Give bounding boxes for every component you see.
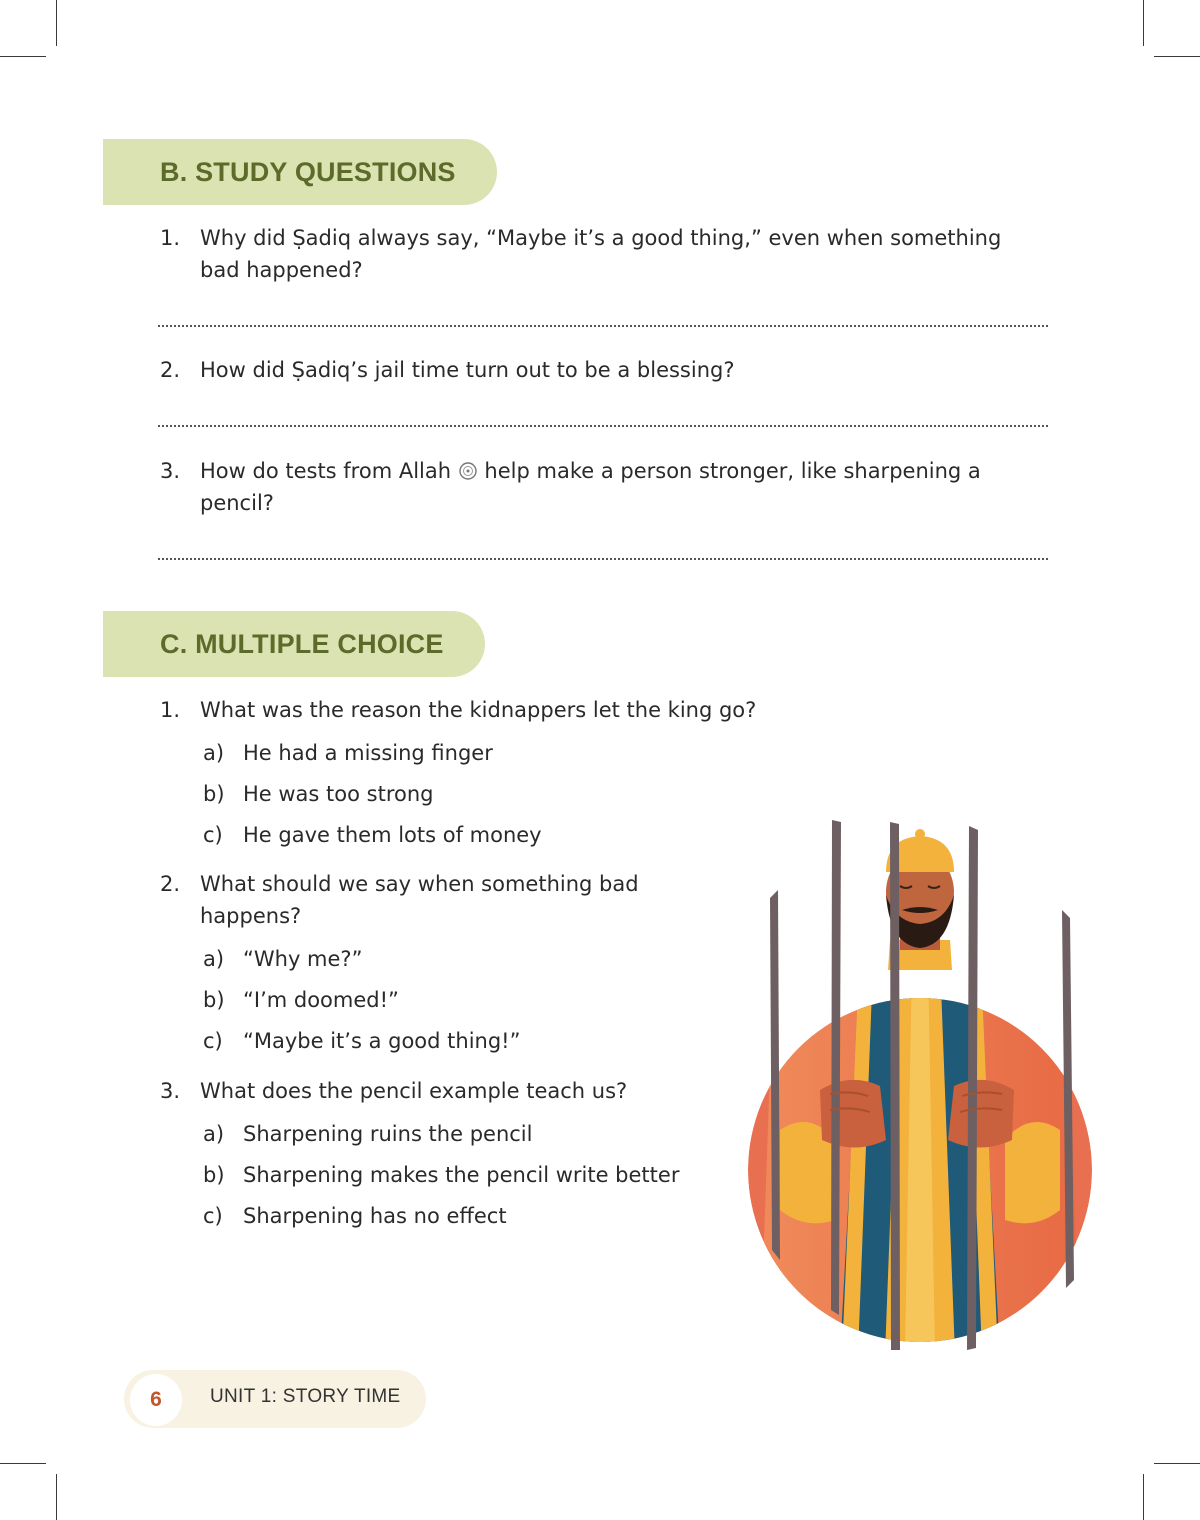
option-letter: c) bbox=[203, 1029, 223, 1053]
option-text: He gave them lots of money bbox=[243, 823, 542, 847]
question-line: bad happened? bbox=[200, 258, 363, 282]
question-number: 1. bbox=[160, 698, 181, 722]
question-text bbox=[200, 868, 639, 932]
man-behind-bars-illustration bbox=[740, 810, 1110, 1355]
unit-label: UNIT 1: STORY TIME bbox=[210, 1386, 401, 1407]
crop-mark bbox=[0, 1463, 46, 1464]
option-text: “I’m doomed!” bbox=[243, 988, 399, 1012]
answer-line[interactable] bbox=[158, 558, 1048, 560]
question-line: help make a person stronger, like sharpening a bbox=[484, 459, 981, 483]
question-text: What was the reason the kidnappers let the king go? bbox=[200, 698, 757, 722]
crop-mark bbox=[1143, 1474, 1144, 1520]
question-line: Why did Ṣadiq always say, “Maybe it’s a good thing,” even when something bbox=[200, 226, 1002, 250]
answer-line[interactable] bbox=[158, 325, 1048, 327]
section-header-study-questions bbox=[103, 139, 497, 205]
option-letter: c) bbox=[203, 1204, 223, 1228]
section-title: C. MULTIPLE CHOICE bbox=[160, 628, 444, 659]
question-text bbox=[200, 222, 1001, 286]
page-number: 6 bbox=[130, 1374, 182, 1426]
question-line: happens? bbox=[200, 904, 302, 928]
option-text: Sharpening makes the pencil write better bbox=[243, 1163, 680, 1187]
section-title: B. STUDY QUESTIONS bbox=[160, 156, 456, 187]
option-text: Sharpening has no effect bbox=[243, 1204, 507, 1228]
question-text: How did Ṣadiq’s jail time turn out to be a blessing? bbox=[200, 358, 735, 382]
question-line: What should we say when something bad bbox=[200, 872, 639, 896]
answer-line[interactable] bbox=[158, 425, 1048, 427]
question-text: What does the pencil example teach us? bbox=[200, 1079, 628, 1103]
question-number: 2. bbox=[160, 358, 181, 382]
option-letter: a) bbox=[203, 947, 225, 971]
crop-mark bbox=[1154, 56, 1200, 57]
option-text: “Maybe it’s a good thing!” bbox=[243, 1029, 521, 1053]
question-number: 3. bbox=[160, 459, 181, 483]
option-text: He was too strong bbox=[243, 782, 434, 806]
option-letter: b) bbox=[203, 988, 225, 1012]
honorific-symbol-icon bbox=[458, 461, 478, 481]
option-letter: b) bbox=[203, 1163, 225, 1187]
option-letter: b) bbox=[203, 782, 225, 806]
option-letter: a) bbox=[203, 1122, 225, 1146]
crop-mark bbox=[0, 56, 46, 57]
question-text bbox=[200, 455, 981, 519]
option-letter: c) bbox=[203, 823, 223, 847]
crop-mark bbox=[1154, 1463, 1200, 1464]
crop-mark bbox=[56, 1474, 57, 1520]
question-line: pencil? bbox=[200, 491, 274, 515]
question-line: How do tests from Allah bbox=[200, 459, 452, 483]
section-header-multiple-choice bbox=[103, 611, 485, 677]
option-letter: a) bbox=[203, 741, 225, 765]
crop-mark bbox=[1143, 0, 1144, 46]
page-footer bbox=[124, 1370, 426, 1428]
option-text: “Why me?” bbox=[243, 947, 363, 971]
option-text: Sharpening ruins the pencil bbox=[243, 1122, 533, 1146]
crop-mark bbox=[56, 0, 57, 46]
question-number: 1. bbox=[160, 226, 181, 250]
question-number: 2. bbox=[160, 872, 181, 896]
option-text: He had a missing finger bbox=[243, 741, 493, 765]
question-number: 3. bbox=[160, 1079, 181, 1103]
